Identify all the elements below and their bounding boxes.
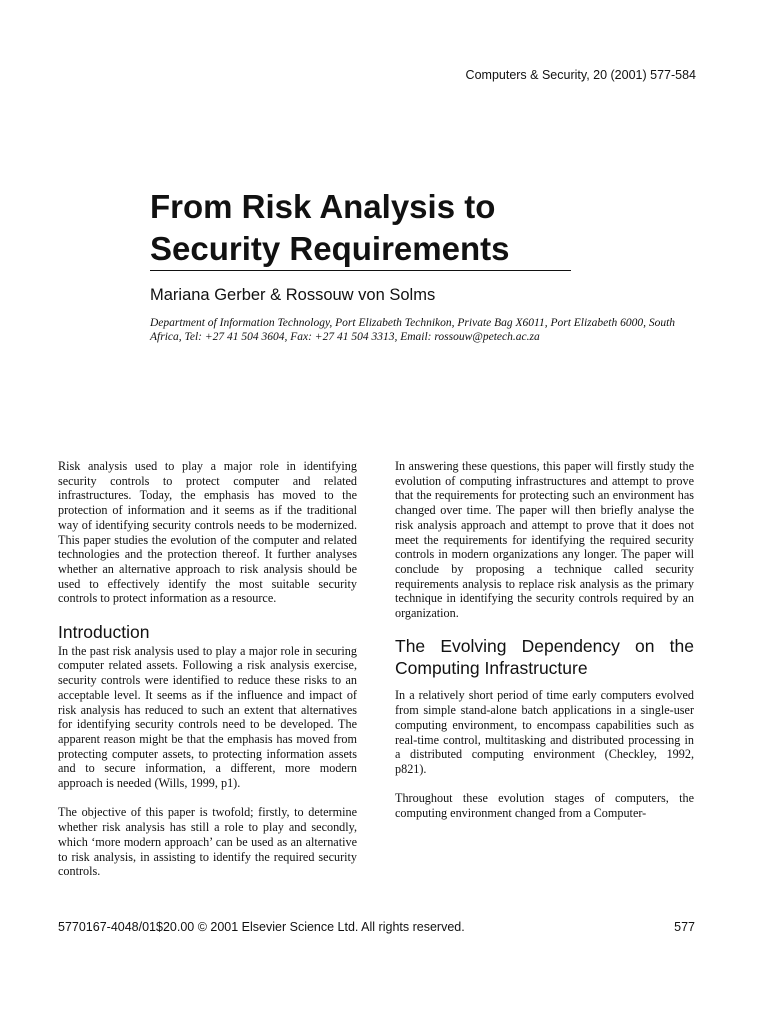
left-column	[58, 459, 357, 894]
affiliation: Department of Information Technology, Port Elizabeth Technikon, Private Bag X6011, Port Elizabeth 6000, South Africa, Tel: +27 41 504 3604, Fax: +27 41 504 3313, Email: rossouw@petech.ac.za	[150, 317, 676, 343]
journal-reference: Computers & Security, 20 (2001) 577-584	[465, 68, 696, 82]
introduction-heading: Introduction	[58, 621, 150, 642]
authors: Mariana Gerber & Rossouw von Solms	[150, 286, 436, 304]
page-number: 577	[674, 920, 695, 934]
intro-paragraph-2: The objective of this paper is twofold; firstly, to determine whether risk analysis has still a role to play and secondly, which ‘more modern approach’ can be used as an alternative to risk analysis, in assisting to identify the required security controls.	[58, 805, 357, 879]
right-column	[395, 459, 694, 835]
paper-title: From Risk Analysis to Security Requirements	[150, 188, 510, 267]
abstract-paragraph: Risk analysis used to play a major role in identifying security controls to protect computer and related infrastructures. Today, the emphasis has moved to the protection of information and it seems as if the traditional way of identifying security controls needs to be modernized. This paper studies the evolution of the computer and related technologies and the protection thereof. It further analyses whether an alternative approach to risk analysis should be used to effectively identify the most suitable security controls to protect information as a resource.	[58, 459, 357, 606]
title-underline	[150, 270, 571, 271]
evolving-paragraph-1: In a relatively short period of time early computers evolved from simple stand-alone batch applications in a single-user computing environment, to encompass capabilities such as real-time control, multitasking and distributed processing in a distributed computing environment (Checkley, 1992, p821).	[395, 688, 694, 776]
intro-paragraph-1: In the past risk analysis used to play a major role in securing computer related assets. Following a risk analysis exercise, security controls were identified to reduce these risks to an acceptable level. It seems as if the influence and impact of risk analysis has reduced to such an extent that alternatives for identifying security controls need to be developed. The apparent reason might be that the emphasis has moved from protecting computer assets, to protecting information assets and to secure information, a different, more modern approach is needed (Wills, 1999, p1).	[58, 643, 357, 791]
evolving-paragraph-2: Throughout these evolution stages of computers, the computing environment changed from a Computer-	[395, 791, 694, 821]
intro-paragraph-3: In answering these questions, this paper will firstly study the evolution of computing infrastructures and attempt to prove that the requirements for protecting such an environment has changed over time. The paper will then briefly analyse the risk analysis approach and attempt to prove that it does not meet the requirements for identifying the required security controls in modern organizations any longer. The paper will conclude by proposing a technique called security requirements analysis to replace risk analysis as the primary technique in identifying the security controls required by an organization.	[395, 459, 694, 621]
evolving-dependency-heading: The Evolving Dependency on the Computing Infrastructure	[395, 636, 694, 679]
copyright-line: 5770167-4048/01$20.00 © 2001 Elsevier Science Ltd. All rights reserved.	[58, 920, 465, 934]
